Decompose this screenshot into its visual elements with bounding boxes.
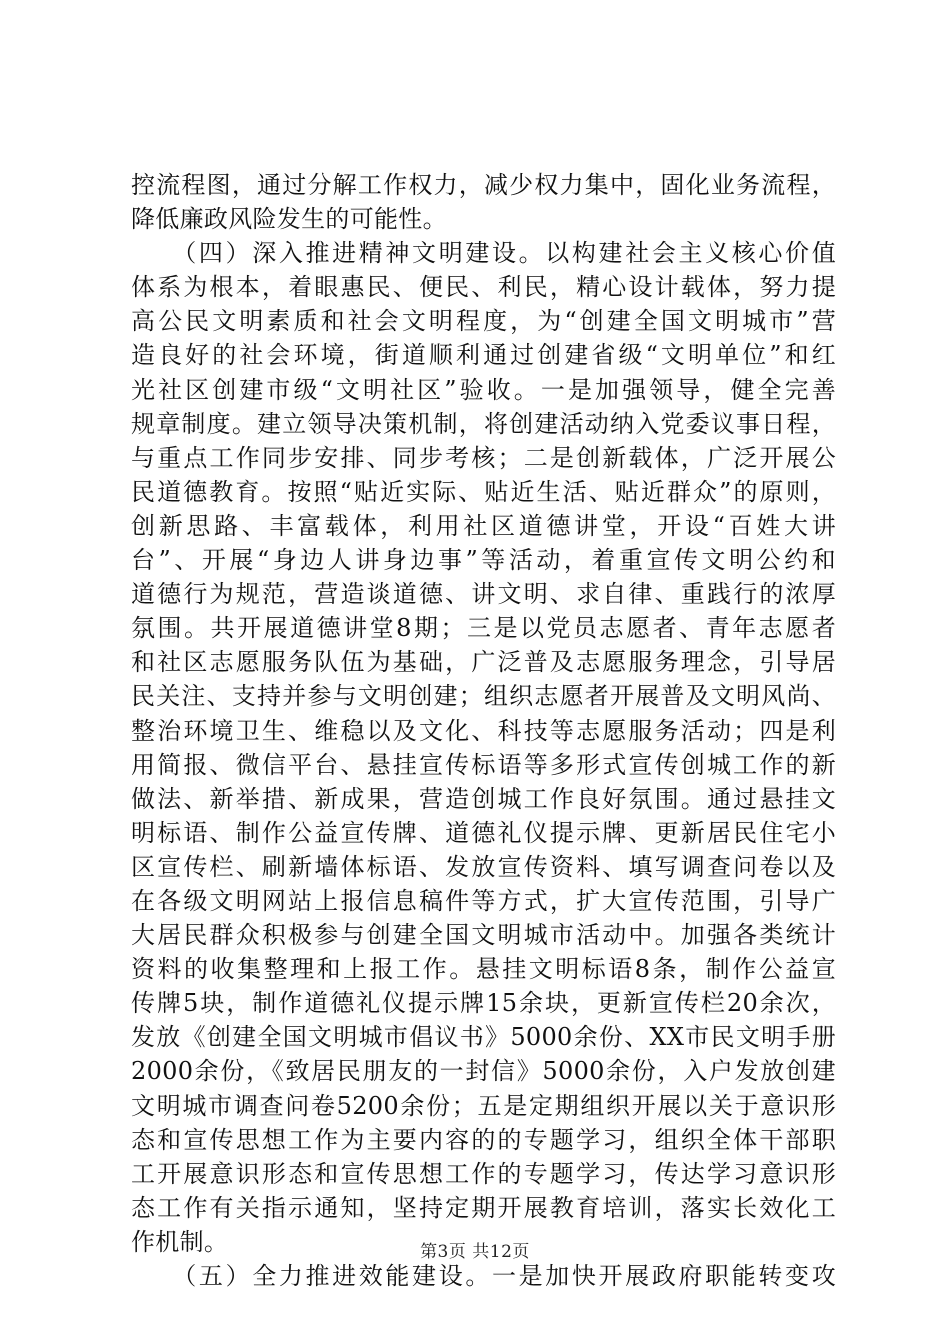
body-text [131, 168, 836, 1293]
text-line: 降低廉政风险发生的可能性。 [131, 205, 447, 234]
text-line: 传牌5块，制作道德礼仪提示牌15余块，更新宣传栏20余次， [131, 989, 836, 1018]
text-line: 控流程图，通过分解工作权力，减少权力集中，固化业务流程， [131, 171, 836, 199]
text-line: 整治环境卫生、维稳以及文化、科技等志愿服务活动；四是利 [131, 716, 836, 745]
text-line: 明标语、制作公益宣传牌、道德礼仪提示牌、更新居民住宅小 [131, 818, 836, 847]
text-line: （四）深入推进精神文明建设。以构建社会主义核心价值 [131, 239, 836, 268]
text-line: 光社区创建市级“文明社区”验收。一是加强领导，健全完善 [131, 375, 836, 404]
text-line: 用简报、微信平台、悬挂宣传标语等多形式宣传创城工作的新 [131, 750, 836, 779]
text-line: 道德行为规范，营造谈道德、讲文明、求自律、重践行的浓厚 [131, 580, 836, 609]
text-line: （五）全力推进效能建设。一是加快开展政府职能转变攻 [131, 1262, 836, 1290]
text-line: 2000余份，《致居民朋友的一封信》5000余份，入户发放创建 [131, 1057, 836, 1086]
text-line: 态和宣传思想工作为主要内容的的专题学习，组织全体干部职 [131, 1125, 836, 1154]
text-line: 规章制度。建立领导决策机制，将创建活动纳入党委议事日程， [131, 409, 836, 438]
text-line: 台”、开展“身边人讲身边事”等活动，着重宣传文明公约和 [131, 546, 836, 575]
text-line: 作机制。 [131, 1227, 229, 1256]
text-line: 民关注、支持并参与文明创建；组织志愿者开展普及文明风尚、 [131, 682, 836, 711]
text-line: 高公民文明素质和社会文明程度，为“创建全国文明城市”营 [131, 307, 836, 336]
text-line: 资料的收集整理和上报工作。悬挂文明标语8条，制作公益宣 [131, 955, 836, 984]
text-line: 与重点工作同步安排、同步考核；二是创新载体，广泛开展公 [131, 443, 836, 472]
text-line: 和社区志愿服务队伍为基础，广泛普及志愿服务理念，引导居 [131, 648, 836, 677]
text-line: 工开展意识形态和宣传思想工作的专题学习，传达学习意识形 [131, 1159, 836, 1188]
text-line: 民道德教育。按照“贴近实际、贴近生活、贴近群众”的原则， [131, 477, 836, 506]
text-line: 态工作有关指示通知，坚持定期开展教育培训，落实长效化工 [131, 1193, 836, 1222]
text-line: 发放《创建全国文明城市倡议书》5000余份、XX市民文明手册 [131, 1023, 836, 1052]
text-line: 氛围。共开展道德讲堂8期；三是以党员志愿者、青年志愿者 [131, 614, 836, 643]
text-line: 在各级文明网站上报信息稿件等方式，扩大宣传范围，引导广 [131, 886, 836, 915]
text-line: 大居民群众积极参与创建全国文明城市活动中。加强各类统计 [131, 921, 836, 950]
page-footer: 第3页 共12页 [420, 1242, 530, 1262]
text-line: 区宣传栏、刷新墙体标语、发放宣传资料、填写调查问卷以及 [131, 852, 836, 881]
text-line: 造良好的社会环境，街道顺利通过创建省级“文明单位”和红 [131, 341, 836, 370]
text-line: 做法、新举措、新成果，营造创城工作良好氛围。通过悬挂文 [131, 784, 836, 813]
text-line: 创新思路、丰富载体，利用社区道德讲堂，开设“百姓大讲 [131, 511, 836, 540]
text-line: 体系为根本，着眼惠民、便民、利民，精心设计载体，努力提 [131, 273, 836, 302]
text-line: 文明城市调查问卷5200余份；五是定期组织开展以关于意识形 [131, 1091, 836, 1120]
